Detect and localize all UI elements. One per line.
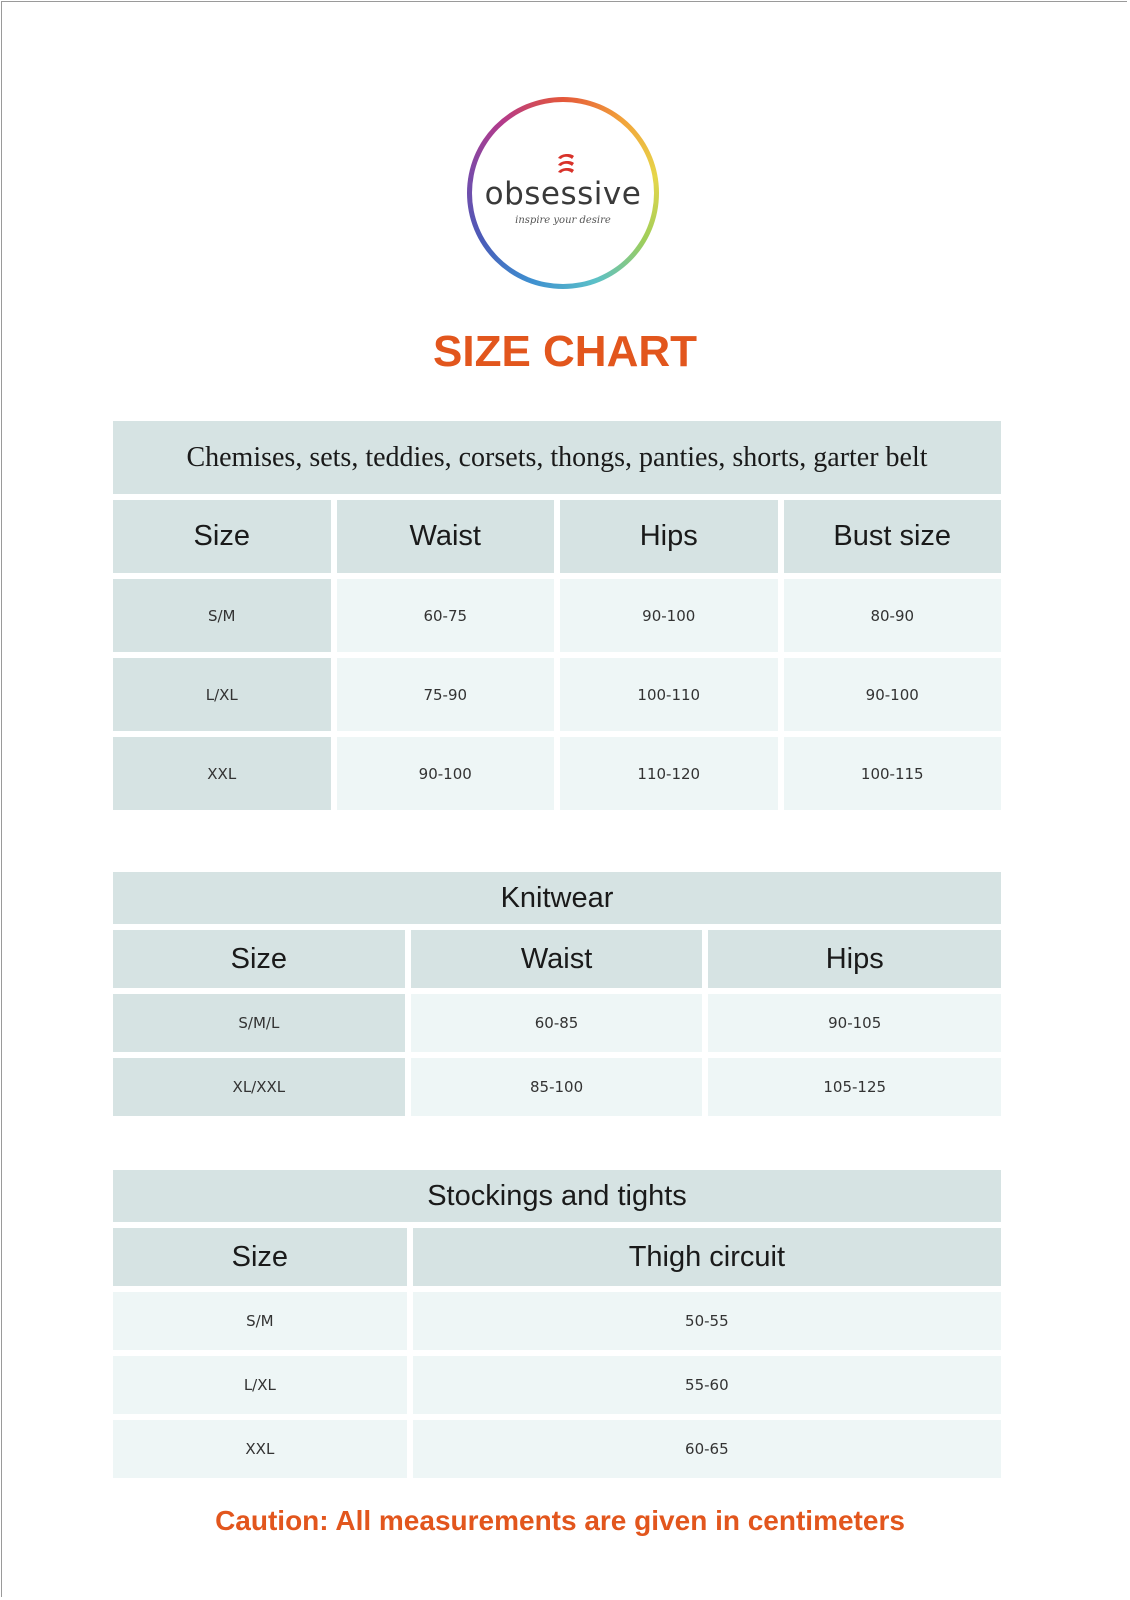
table-row [113, 994, 1001, 1052]
table-row [113, 1058, 1001, 1116]
size-cell: S/M/L [113, 994, 405, 1052]
table-caption: Stockings and tights [113, 1170, 1001, 1222]
table-row [113, 579, 1001, 652]
value-cell: 80-90 [784, 579, 1002, 652]
column-header-bust: Bust size [784, 500, 1002, 573]
page-title: SIZE CHART [433, 327, 697, 376]
value-cell: 90-100 [784, 658, 1002, 731]
value-cell: 100-110 [560, 658, 778, 731]
column-header-hips: Hips [560, 500, 778, 573]
table-row [113, 658, 1001, 731]
logo-inner [472, 102, 654, 284]
value-cell: 110-120 [560, 737, 778, 810]
size-cell: L/XL [113, 658, 331, 731]
size-cell: S/M [113, 1292, 407, 1350]
table-row [113, 737, 1001, 810]
lingerie-size-table [107, 415, 1007, 816]
column-header-size: Size [113, 1228, 407, 1286]
table-row [113, 1356, 1001, 1414]
value-cell: 90-100 [337, 737, 555, 810]
brand-logo [467, 97, 659, 289]
table-caption: Knitwear [113, 872, 1001, 924]
size-cell: XL/XXL [113, 1058, 405, 1116]
size-cell: L/XL [113, 1356, 407, 1414]
value-cell: 90-100 [560, 579, 778, 652]
column-header-hips: Hips [708, 930, 1001, 988]
table-row [113, 1420, 1001, 1478]
stockings-size-table [107, 1164, 1007, 1484]
value-cell: 50-55 [413, 1292, 1001, 1350]
column-header-waist: Waist [411, 930, 703, 988]
value-cell: 60-75 [337, 579, 555, 652]
column-header-size: Size [113, 930, 405, 988]
size-cell: XXL [113, 1420, 407, 1478]
size-cell: S/M [113, 579, 331, 652]
brand-tagline: inspire your desire [515, 215, 611, 226]
caution-note: Caution: All measurements are given in centimeters [215, 1505, 905, 1536]
brand-wordmark: obsessive [484, 176, 642, 212]
value-cell: 90-105 [708, 994, 1001, 1052]
value-cell: 55-60 [413, 1356, 1001, 1414]
knitwear-size-table [107, 866, 1007, 1122]
obsessive-s-mark-icon [555, 152, 577, 176]
size-cell: XXL [113, 737, 331, 810]
value-cell: 75-90 [337, 658, 555, 731]
column-header-size: Size [113, 500, 331, 573]
value-cell: 100-115 [784, 737, 1002, 810]
value-cell: 105-125 [708, 1058, 1001, 1116]
value-cell: 60-65 [413, 1420, 1001, 1478]
column-header-waist: Waist [337, 500, 555, 573]
column-header-thigh-circuit: Thigh circuit [413, 1228, 1001, 1286]
table-caption: Chemises, sets, teddies, corsets, thongs, panties, shorts, garter belt [113, 421, 1001, 494]
value-cell: 60-85 [411, 994, 703, 1052]
value-cell: 85-100 [411, 1058, 703, 1116]
table-row [113, 1292, 1001, 1350]
